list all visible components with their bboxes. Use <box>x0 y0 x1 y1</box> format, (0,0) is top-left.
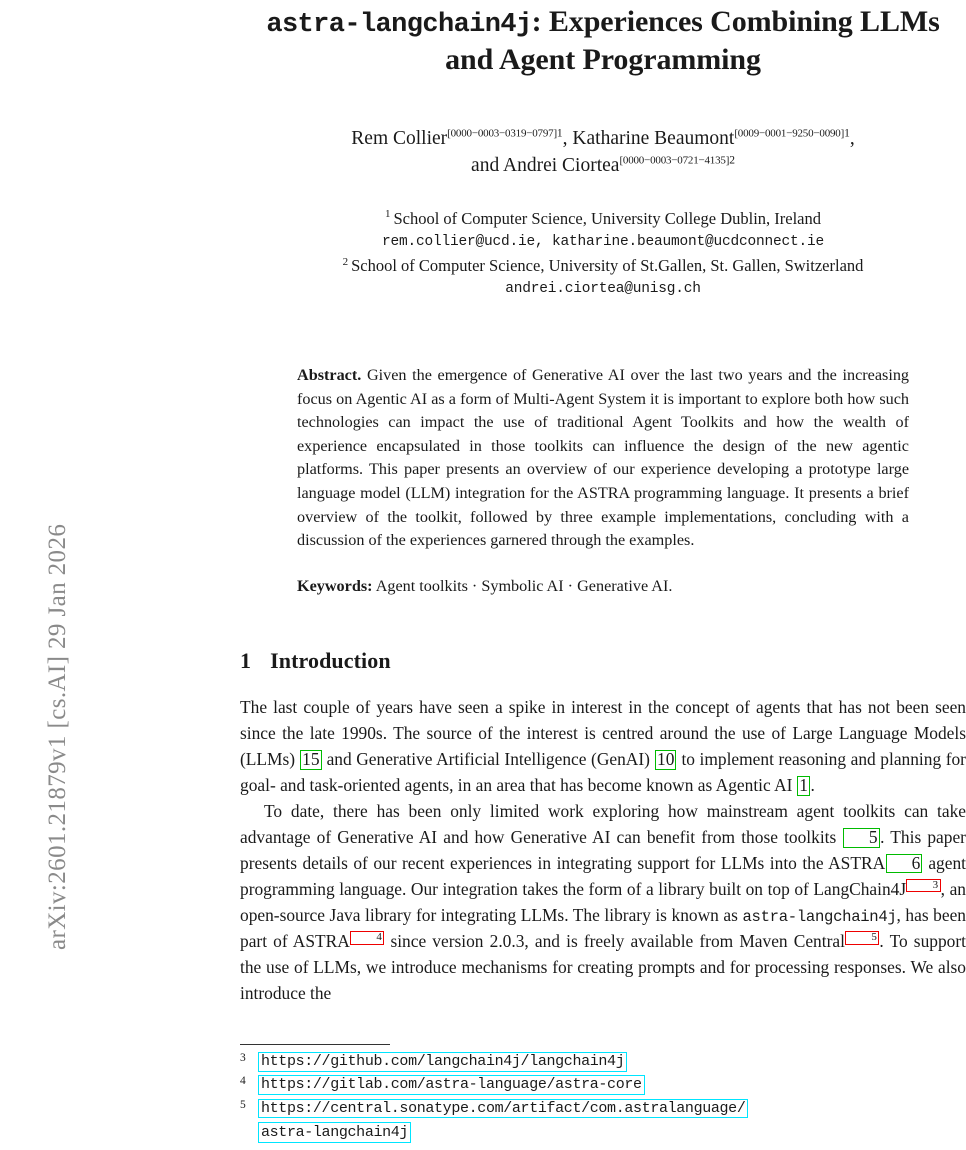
footnote-3 <box>240 1052 966 1072</box>
author-1-affiliation-marker: 1 <box>556 127 563 140</box>
citation-6[interactable]: 6 <box>886 854 923 874</box>
author-3-orcid: [0000−0003−0721−4135] <box>619 154 730 167</box>
author-2-orcid: [0009−0001−9250−0090] <box>734 127 845 140</box>
intro-paragraph-2 <box>240 799 966 1007</box>
p2-segment-7: . To support the use of LLMs, we introduce mechanisms for creating prompts and for processing responses. We also introduce the <box>240 930 966 1003</box>
citation-10[interactable]: 10 <box>657 749 675 770</box>
affiliation-1-text: School of Computer Science, University College Dublin, Ireland <box>393 208 822 228</box>
author-2-affiliation-marker: 1 <box>844 127 850 140</box>
p1-segment-3: to implement reasoning and planning for goal- and task-oriented agents, in an area that has become known as Agentic AI <box>240 749 966 795</box>
affiliation-1-emails: rem.collier@ucd.ie, katharine.beaumont@ucdconnect.ie <box>381 233 825 250</box>
author-separator-2: , <box>849 127 855 149</box>
keywords-row <box>297 553 909 599</box>
intro-paragraph-1 <box>240 674 966 799</box>
p2-segment-6: since version 2.0.3, and is freely available from Maven Central <box>384 930 845 951</box>
author-list <box>240 79 966 180</box>
p2-segment-5: , has been part of ASTRA <box>240 904 966 951</box>
p1-segment-2: and Generative Artificial Intelligence (GenAI) <box>322 749 655 770</box>
section-title: Introduction <box>270 648 391 674</box>
footnote-5 <box>240 1099 966 1119</box>
author-1-orcid: [0000−0003−0319−0797] <box>447 127 557 140</box>
p1-segment-4: . <box>810 774 815 795</box>
footnote-3-number: 3 <box>240 1052 246 1065</box>
arxiv-stamp <box>0 0 71 1150</box>
citation-1[interactable]: 1 <box>799 774 808 795</box>
p2-mono-library-name: astra-langchain4j <box>742 907 897 926</box>
author-3-name: Andrei Ciortea <box>503 155 620 177</box>
author-separator-1: , <box>562 127 573 149</box>
p2-segment-4: , an open-source Java library for integrating LLMs. The library is known as <box>240 878 966 925</box>
footnote-area <box>240 1044 966 1143</box>
title-line-2: and Agent Programming <box>445 42 761 76</box>
author-3-affiliation-marker: 2 <box>729 154 735 167</box>
p2-segment-3: agent programming language. Our integration takes the form of a library built on top of LangChain4J <box>240 852 966 899</box>
author-3-prefix: and <box>471 155 504 177</box>
footnote-5-number: 5 <box>240 1098 246 1111</box>
abstract-block <box>297 300 909 598</box>
author-2-name: Katharine Beaumont <box>572 127 735 149</box>
keywords-label: Keywords: <box>297 576 373 595</box>
footnote-3-url[interactable]: https://github.com/langchain4j/langchain4j <box>258 1052 627 1072</box>
citation-15[interactable]: 15 <box>302 749 320 770</box>
author-1-name: Rem Collier <box>351 127 448 149</box>
title-mono-part: astra-langchain4j <box>266 10 532 40</box>
keywords-text: Agent toolkits · Symbolic AI · Generative AI. <box>375 576 673 595</box>
abstract-label: Abstract. <box>297 366 362 385</box>
footnote-5-url[interactable]: https://central.sonatype.com/artifact/com.astralanguage/ <box>258 1099 748 1119</box>
footnote-4 <box>240 1075 966 1095</box>
footnote-ref-4[interactable]: 4 <box>350 931 385 945</box>
abstract-paragraph <box>297 364 909 553</box>
abstract-text: Given the emergence of Generative AI over the last two years and the increasing focus on Agentic AI as a form of Multi-Agent System it is important to explore both how such technologies can impact the use of traditional Agent Toolkits and how the wealth of experience encapsulated in those toolkits can influence the design of the new agentic platforms. This paper presents an overview of our experience developing a prototype large language model (LLM) integration for the ASTRA programming language. It presents a brief overview of the toolkit, followed by three example implementations, concluding with a discussion of the experiences garnered through the examples. <box>297 366 910 550</box>
p2-segment-1: To date, there has been only limited work exploring how mainstream agent toolkits can take advantage of Generative AI and how Generative AI can benefit from those toolkits <box>240 800 966 847</box>
affiliation-2 <box>240 253 966 278</box>
affiliation-1-marker: 1 <box>384 208 391 221</box>
title-rest: : Experiences Combining LLMs <box>531 5 940 38</box>
section-heading-introduction <box>240 598 966 674</box>
footnote-5-continuation-row <box>240 1122 966 1143</box>
affiliation-2-text: School of Computer Science, University of St.Gallen, St. Gallen, Switzerland <box>351 256 864 276</box>
footnote-4-number: 4 <box>240 1075 246 1088</box>
section-number: 1 <box>240 648 252 674</box>
footnote-divider <box>240 1044 390 1045</box>
p1-segment-1: The last couple of years have seen a spike in interest in the concept of agents that has not been seen since the late 1990s. The source of the interest is centred around the use of Large Language Models (LLMs) <box>240 697 966 770</box>
citation-5[interactable]: 5 <box>843 828 880 848</box>
footnote-5-url-continuation[interactable]: astra-langchain4j <box>258 1122 411 1143</box>
arxiv-stamp-text: arXiv:2601.21879v1 [cs.AI] 29 Jan 2026 <box>44 523 71 950</box>
footnote-ref-5[interactable]: 5 <box>845 931 880 945</box>
affiliation-2-marker: 2 <box>342 255 349 268</box>
affiliation-list <box>240 180 966 300</box>
affiliation-2-emails: andrei.ciortea@unisg.ch <box>505 281 701 298</box>
footnote-4-url[interactable]: https://gitlab.com/astra-language/astra-core <box>258 1075 645 1095</box>
p2-segment-2: . This paper presents details of our recent experiences in integrating support for LLMs into the ASTRA <box>240 826 966 873</box>
affiliation-1 <box>240 206 966 231</box>
page-title <box>240 0 966 79</box>
paper-page <box>240 0 966 1150</box>
footnote-ref-3[interactable]: 3 <box>906 879 941 893</box>
